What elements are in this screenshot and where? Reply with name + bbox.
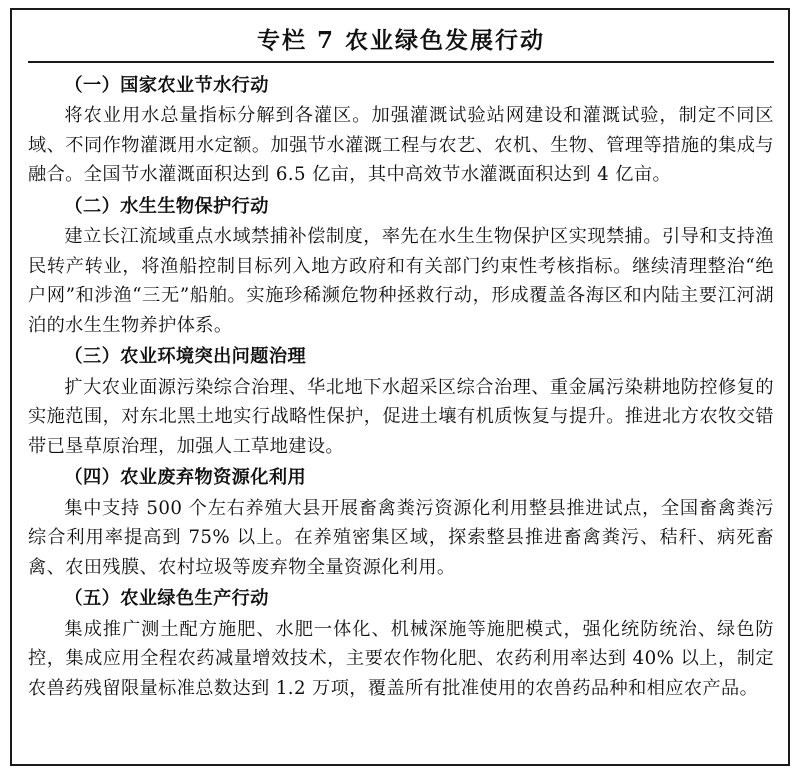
section-heading: （三）农业环境突出问题治理	[64, 346, 307, 368]
section-paragraph: 集成推广测土配方施肥、水肥一体化、机械深施等施肥模式，强化统防统治、绿色防控，集成应用全程农药减量增效技术，主要农作物化肥、农药利用率达到 40% 以上，制定农兽药残留限量标准总数达到 1.2 万项，覆盖所有批准使用的农兽药品种和相应农产品。	[28, 618, 774, 699]
section-heading: （四）农业废弃物资源化利用	[64, 467, 307, 489]
box-title: 专栏 7 农业绿色发展行动	[256, 27, 546, 54]
callout-box	[10, 8, 790, 766]
section-paragraph: 将农业用水总量指标分解到各灌区。加强灌溉试验站网建设和灌溉试验，制定不同区域、不同作物灌溉用水定额。加强节水灌溉工程与农艺、农机、生物、管理等措施的集成与融合。全国节水灌溉面积达到 6.5 亿亩，其中高效节水灌溉面积达到 4 亿亩。	[28, 105, 774, 186]
title-divider	[28, 61, 774, 63]
section-heading: （一）国家农业节水行动	[64, 75, 269, 96]
box-content	[28, 69, 774, 756]
section-paragraph: 扩大农业面源污染综合治理、华北地下水超采区综合治理、重金属污染耕地防控修复的实施范围，对东北黑土地实行战略性保护，促进土壤有机质恢复与提升。推进北方农牧交错带已垦草原治理，加强人工草地建设。	[28, 376, 774, 457]
section-heading: （二）水生生物保护行动	[64, 195, 269, 217]
section-heading: （五）农业绿色生产行动	[64, 588, 269, 610]
section-paragraph: 建立长江流域重点水域禁捕补偿制度，率先在水生生物保护区实现禁捕。引导和支持渔民转产转业，将渔船控制目标列入地方政府和有关部门约束性考核指标。继续清理整治“绝户网”和涉渔“三无”船舶。实施珍稀濒危物种拯救行动，形成覆盖各海区和内陆主要江河湖泊的水生生物养护体系。	[28, 226, 774, 336]
section-paragraph: 集中支持 500 个左右养殖大县开展畜禽粪污资源化利用整县推进试点，全国畜禽粪污综合利用率提高到 75% 以上。在养殖密集区域，探索整县推进畜禽粪污、秸秆、病死畜禽、农田残膜、农村垃圾等废弃物全量资源化利用。	[28, 497, 774, 578]
